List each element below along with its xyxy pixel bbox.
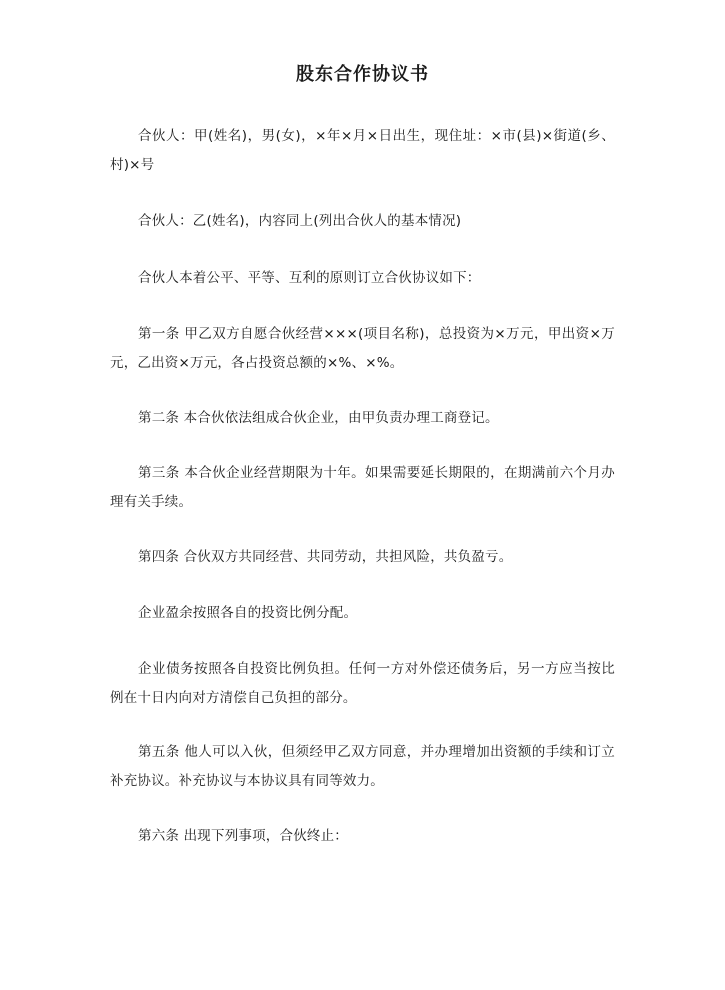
paragraph-partner-a: 合伙人：甲(姓名)，男(女)，×年×月×日出生，现住址：×市(县)×街道(乡、村)×号 bbox=[110, 128, 615, 173]
document-title: 股东合作协议书 bbox=[296, 64, 429, 85]
paragraph-article-5: 第五条 他人可以入伙，但须经甲乙双方同意，并办理增加出资额的手续和订立补充协议。补充协议与本协议具有同等效力。 bbox=[110, 744, 615, 789]
paragraph-debt-liability: 企业债务按照各自投资比例负担。任何一方对外偿还债务后，另一方应当按比例在十日内向对方清偿自己负担的部分。 bbox=[110, 661, 615, 706]
paragraph-article-6: 第六条 出现下列事项，合伙终止： bbox=[138, 828, 348, 844]
paragraph-article-2: 第二条 本合伙依法组成合伙企业，由甲负责办理工商登记。 bbox=[138, 410, 499, 426]
paragraph-partner-b: 合伙人：乙(姓名)，内容同上(列出合伙人的基本情况) bbox=[138, 213, 462, 229]
paragraph-article-1: 第一条 甲乙双方自愿合伙经营×××(项目名称)，总投资为×万元，甲出资×万元，乙出资×万元，各占投资总额的×%、×%。 bbox=[110, 326, 615, 371]
paragraph-article-3: 第三条 本合伙企业经营期限为十年。如果需要延长期限的，在期满前六个月办理有关手续。 bbox=[110, 465, 615, 510]
paragraph-profit-distribution: 企业盈余按照各自的投资比例分配。 bbox=[138, 605, 358, 621]
paragraph-preamble: 合伙人本着公平、平等、互利的原则订立合伙协议如下： bbox=[138, 270, 481, 286]
paragraph-article-4: 第四条 合伙双方共同经营、共同劳动，共担风险，共负盈亏。 bbox=[138, 549, 513, 565]
